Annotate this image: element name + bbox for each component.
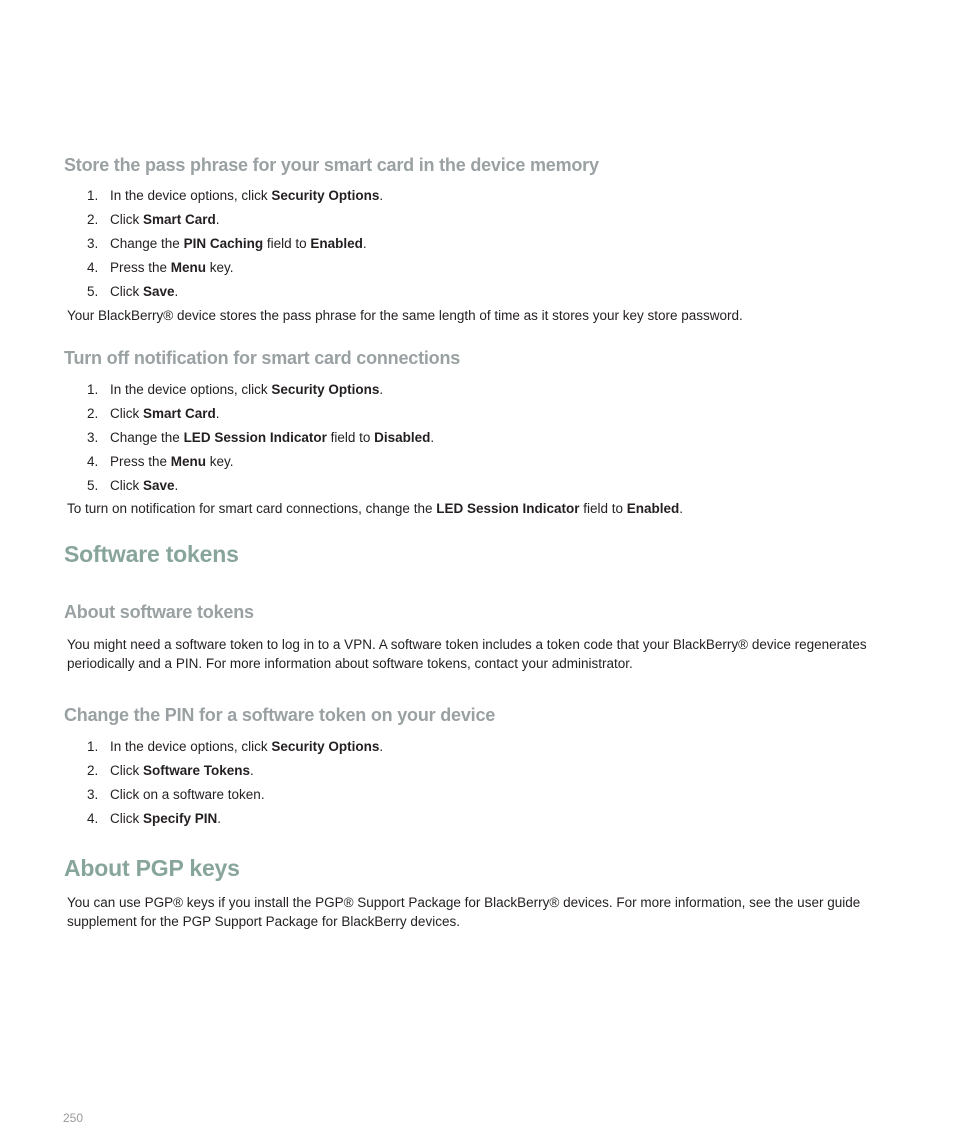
step-number: 5. xyxy=(87,284,99,299)
heading-turn-off-notification: Turn off notification for smart card connections xyxy=(64,348,461,368)
paragraph-line: You can use PGP® keys if you install the PGP® Support Package for BlackBerry® devices. For more information, see the user guide xyxy=(67,895,861,910)
heading-software-tokens: Software tokens xyxy=(64,541,239,567)
heading-about-pgp-keys: About PGP keys xyxy=(64,855,240,881)
step-text: Click Save. xyxy=(110,478,179,493)
paragraph-line: supplement for the PGP Support Package for BlackBerry devices. xyxy=(67,914,460,929)
step-number: 3. xyxy=(87,236,99,251)
step-number: 4. xyxy=(87,811,99,826)
page-number: 250 xyxy=(63,1111,84,1125)
paragraph-line: You might need a software token to log in to a VPN. A software token includes a token code that your BlackBerry® device regenerates xyxy=(67,637,867,652)
step-text: Click Software Tokens. xyxy=(110,763,254,778)
step-number: 4. xyxy=(87,260,99,275)
paragraph-line: periodically and a PIN. For more information about software tokens, contact your administrator. xyxy=(67,656,633,671)
step-number: 3. xyxy=(87,787,99,802)
step-text: Click Specify PIN. xyxy=(110,811,222,826)
heading-change-pin: Change the PIN for a software token on your device xyxy=(64,705,496,725)
note-turn-on-notification: To turn on notification for smart card connections, change the LED Session Indicator field to Enabled. xyxy=(67,501,684,516)
heading-about-software-tokens: About software tokens xyxy=(64,602,254,622)
step-text: Change the PIN Caching field to Enabled. xyxy=(110,236,367,251)
step-number: 3. xyxy=(87,430,99,445)
step-number: 2. xyxy=(87,763,99,778)
step-number: 5. xyxy=(87,478,99,493)
paragraph-about-pgp-keys xyxy=(67,893,897,931)
step-text: Click on a software token. xyxy=(110,787,265,802)
step-text: Click Smart Card. xyxy=(110,212,220,227)
step-number: 1. xyxy=(87,739,99,754)
step-text: In the device options, click Security Options. xyxy=(110,382,384,397)
step-number: 2. xyxy=(87,406,99,421)
step-text: In the device options, click Security Options. xyxy=(110,739,384,754)
step-text: Click Save. xyxy=(110,284,179,299)
step-number: 4. xyxy=(87,454,99,469)
step-text: Change the LED Session Indicator field to Disabled. xyxy=(110,430,435,445)
note-store-pass-phrase: Your BlackBerry® device stores the pass phrase for the same length of time as it stores your key store password. xyxy=(67,308,743,323)
step-number: 1. xyxy=(87,188,99,203)
step-text: Press the Menu key. xyxy=(110,260,234,275)
step-text: Click Smart Card. xyxy=(110,406,220,421)
step-number: 2. xyxy=(87,212,99,227)
step-text: In the device options, click Security Options. xyxy=(110,188,384,203)
heading-store-pass-phrase: Store the pass phrase for your smart card in the device memory xyxy=(64,155,599,175)
step-text: Press the Menu key. xyxy=(110,454,234,469)
paragraph-about-software-tokens xyxy=(67,635,897,673)
step-number: 1. xyxy=(87,382,99,397)
